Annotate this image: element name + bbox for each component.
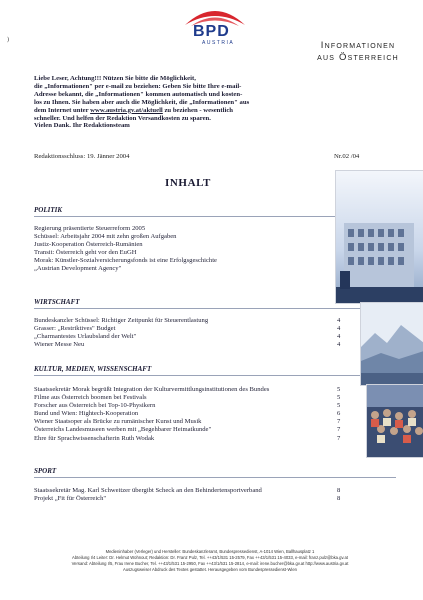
- toc-entry-page: 8: [337, 495, 341, 503]
- toc-entry-page: 4: [337, 325, 341, 333]
- toc-entry-page: 4: [337, 333, 341, 341]
- notice-line: Adresse bekannt, die „Informationen" kommen automatisch und kosten-: [34, 90, 243, 98]
- toc-entry-title: Morak: Künstler-Sozialversicherungsfonds ist eine Erfolgsgeschichte: [34, 257, 217, 265]
- notice-text: zu beziehen - wesentlich: [162, 106, 234, 114]
- toc-entry[interactable]: [34, 435, 364, 443]
- footer-line: Abteilung I/4 Leiter: Dr. Helmut Wohnout; Redaktion: Dr. Franz Pulz, Tel. ++43/1/531 15-2579, Fax ++43/1/531 15-4033, e-mail: franz.pulz@bka.gv.at: [72, 555, 348, 560]
- toc-entry-title: Grasser: „Restriktives" Budget: [34, 325, 116, 333]
- toc-entry-page: 7: [337, 434, 341, 442]
- footer-line: Versand: Abteilung I/5, Frau Irene Bucher, Tel. ++43/1/531 15-2950, Fax ++43/1/531 15-2814, e-mail: irene.bucher@bka.gv.at http://www.austria.gv.at: [71, 561, 349, 566]
- notice-line: [34, 107, 404, 115]
- toc-entry-title: „Charmantestes Urlaubsland der Welt": [34, 333, 137, 341]
- toc-entry-page: 6: [337, 410, 341, 418]
- section-title-sport: SPORT: [34, 467, 57, 475]
- toc-entry-title: Staatssekretär Morak begrüßt Integration der Kulturvermittlungsinstitutionen des Bundes: [34, 386, 270, 393]
- toc-entry[interactable]: [34, 325, 364, 333]
- notice-line: los zu Ihnen. Sie haben aber auch die Möglichkeit, die „Informationen" aus: [34, 98, 250, 106]
- issue-number: Nr.02 /04: [334, 153, 360, 160]
- section-title-politik: POLITIK: [34, 206, 62, 214]
- toc-entry[interactable]: [34, 410, 364, 418]
- toc-entry-page: 8: [337, 487, 341, 494]
- government-building-photo: [335, 170, 423, 304]
- editorial-deadline: Redaktionsschluss: 19. Jänner 2004: [34, 153, 130, 160]
- toc-entry[interactable]: [34, 426, 364, 434]
- publication-title-line-1: Informationen: [320, 40, 396, 51]
- footer-line: Medieninhaber (Verleger) und Hersteller: Bundeskanzleramt, Bundespressedienst, A-1014 Wien, Ballhausplatz 1: [105, 549, 315, 554]
- margin-mark: ): [7, 37, 9, 43]
- toc-entry[interactable]: [34, 418, 364, 426]
- section-items-wirtschaft: [34, 317, 364, 349]
- toc-entry[interactable]: [34, 495, 364, 503]
- section-items-politik: [34, 225, 364, 274]
- notice-text: dem Internet unter: [34, 106, 91, 114]
- toc-entry[interactable]: [34, 249, 364, 257]
- toc-entry-title: Österreichs Landesmuseen werben mit „Begehbarer Heimatkunde": [34, 426, 212, 434]
- toc-entry[interactable]: [34, 317, 364, 325]
- footer-line: Auszugsweiser Abdruck des Textes gestattet. Herausgegeben vom Bundespressedienst-Wien: [122, 567, 298, 572]
- toc-entry[interactable]: [34, 241, 364, 249]
- publication-title-line-2: aus Österreich: [317, 52, 399, 63]
- notice-line: schneller. Und helfen der Redaktion Versandkosten zu sparen.: [34, 114, 211, 122]
- toc-entry-title: Bundeskanzler Schüssel: Richtiger Zeitpunkt für Steuerentlastung: [34, 317, 209, 324]
- toc-entry-title: Regierung präsentierte Steuerreform 2005: [34, 225, 146, 232]
- toc-entry-title: Justiz-Kooperation Österreich-Rumänien: [34, 241, 143, 249]
- section-title-wirtschaft: WIRTSCHAFT: [34, 298, 80, 306]
- toc-entry[interactable]: [34, 341, 364, 349]
- culture-crowd-photo: [366, 384, 423, 458]
- toc-entry-title: Forscher aus Österreich bei Top-10-Physikern: [34, 402, 156, 410]
- section-title-kultur: KULTUR, MEDIEN, WISSENSCHAFT: [34, 365, 152, 373]
- notice-line: Liebe Leser, Achtung!!! Nützen Sie bitte die Möglichkeit,: [34, 75, 196, 82]
- section-divider: [34, 308, 396, 309]
- toc-entry[interactable]: [34, 265, 364, 273]
- toc-entry[interactable]: [34, 386, 364, 394]
- publication-title: [303, 40, 413, 64]
- toc-entry[interactable]: [34, 257, 364, 265]
- reader-notice: [34, 75, 404, 130]
- section-items-kultur: [34, 386, 364, 443]
- toc-entry[interactable]: [34, 487, 364, 495]
- contents-heading: INHALT: [165, 177, 211, 189]
- toc-entry-page: 5: [337, 402, 341, 410]
- toc-entry-title: Bund und Wien: Hightech-Kooperation: [34, 410, 139, 418]
- toc-entry-page: 7: [337, 426, 341, 434]
- website-link[interactable]: www.austria.gv.at/aktuell: [90, 106, 163, 114]
- toc-entry-page: 5: [337, 394, 341, 402]
- toc-entry[interactable]: [34, 233, 364, 241]
- toc-entry-title: Wiener Staatsoper als Brücke zu rumänischer Kunst und Musik: [34, 418, 202, 426]
- toc-entry-title: Filme aus Österreich boomen bei Festivals: [34, 394, 147, 402]
- toc-entry[interactable]: [34, 394, 364, 402]
- toc-entry[interactable]: [34, 225, 364, 233]
- logo-subtitle: AUSTRIA: [202, 40, 235, 46]
- section-divider: [34, 477, 396, 478]
- notice-line: Vielen Dank. Ihr Redaktionsteam: [34, 122, 130, 130]
- toc-entry[interactable]: [34, 333, 364, 341]
- toc-entry-title: Projekt „Fit für Österreich": [34, 495, 107, 503]
- toc-entry-page: 5: [337, 386, 341, 393]
- toc-entry-title: Wiener Messe Neu: [34, 341, 85, 349]
- toc-entry-page: 4: [337, 341, 341, 349]
- imprint-footer: [60, 549, 360, 573]
- section-divider: [34, 375, 396, 376]
- toc-entry-title: Transit: Österreich geht vor den EuGH: [34, 249, 137, 257]
- toc-entry-title: Staatssekretär Mag. Karl Schweitzer übergibt Scheck an den Behindertensportverband: [34, 487, 262, 494]
- toc-entry-title: Ehre für Sprachwissenschafterin Ruth Wodak: [34, 434, 155, 442]
- notice-line: die „Informationen" per e-mail zu beziehen: Geben Sie bitte Ihre e-mail-: [34, 82, 242, 90]
- logo-name: BPD: [193, 23, 230, 40]
- toc-entry[interactable]: [34, 402, 364, 410]
- toc-entry-page: 7: [337, 418, 341, 426]
- landscape-photo: [360, 302, 423, 386]
- toc-entry-title: Schüssel: Arbeitsjahr 2004 mit zehn großen Aufgaben: [34, 233, 177, 241]
- section-items-sport: [34, 487, 364, 503]
- toc-entry-page: 4: [337, 317, 341, 324]
- toc-entry-title: „Austrian Development Agency": [34, 265, 122, 273]
